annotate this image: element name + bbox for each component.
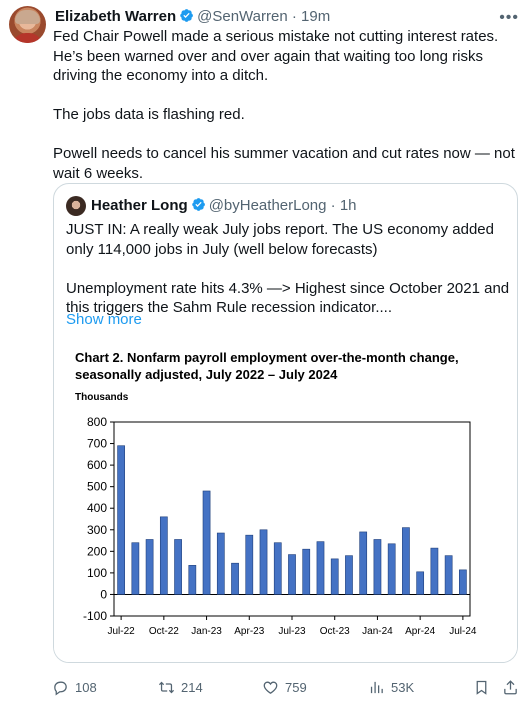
y-tick-label: 700 xyxy=(86,436,107,451)
bar-Oct-23 xyxy=(331,559,338,595)
tweet-paragraph: Powell needs to cancel his summer vacation and cut rates now — not wait 6 weeks. xyxy=(53,145,515,182)
action-bar xyxy=(0,676,531,698)
reply-icon xyxy=(52,679,69,696)
repost-button[interactable] xyxy=(158,676,203,698)
bar-Jan-24 xyxy=(374,539,381,594)
y-tick-label: 300 xyxy=(86,522,107,537)
verified-badge-icon xyxy=(191,197,206,212)
show-more-link[interactable]: Show more xyxy=(66,311,142,328)
x-tick-label: Jan-23 xyxy=(191,626,222,637)
bar-Jun-24 xyxy=(445,556,452,595)
quote-author-handle[interactable]: @byHeatherLong xyxy=(208,197,327,214)
bar-Sep-23 xyxy=(317,542,324,595)
share-button[interactable] xyxy=(502,676,519,698)
bar-Nov-22 xyxy=(175,539,182,594)
views-button[interactable] xyxy=(368,676,414,698)
x-tick-label: Jul-22 xyxy=(107,626,135,637)
x-tick-label: Jan-24 xyxy=(362,626,393,637)
bar-Jul-22 xyxy=(118,446,125,595)
verified-badge-icon xyxy=(179,8,194,23)
x-tick-label: Oct-23 xyxy=(319,626,350,637)
heart-icon xyxy=(262,679,279,696)
x-tick-label: Apr-23 xyxy=(234,626,265,637)
bar-Sep-22 xyxy=(146,539,153,594)
x-tick-label: Jul-24 xyxy=(449,626,477,637)
tweet-paragraph: Fed Chair Powell made a serious mistake not cutting interest rates. He’s been warned over and over again that waiting too long risks driving the economy into a ditch. xyxy=(53,28,499,84)
share-icon xyxy=(502,679,519,696)
author-avatar[interactable] xyxy=(9,6,46,43)
tweet-text xyxy=(53,27,518,183)
quote-paragraph: Unemployment rate hits 4.3% —> Highest since October 2021 and this triggers the Sahm Rule recession indicator.... xyxy=(66,279,510,316)
more-options-icon[interactable]: ••• xyxy=(499,9,519,26)
timestamp[interactable]: 19m xyxy=(301,8,331,25)
y-tick-label: 0 xyxy=(100,587,107,602)
y-tick-label: 800 xyxy=(86,415,107,429)
bar-Mar-24 xyxy=(402,528,409,595)
bar-Dec-22 xyxy=(189,565,196,594)
bar-Aug-23 xyxy=(303,549,310,594)
quote-header xyxy=(91,196,357,216)
like-count: 759 xyxy=(285,679,307,695)
plot-area xyxy=(83,415,477,637)
chart-title-line1: Chart 2. Nonfarm payroll employment over-the-month change, xyxy=(75,350,459,365)
reply-button[interactable] xyxy=(52,676,97,698)
y-tick-label: -100 xyxy=(82,609,107,623)
chart-y-axis-label: Thousands xyxy=(75,392,129,403)
bar-May-24 xyxy=(431,548,438,594)
y-tick-label: 100 xyxy=(86,565,107,580)
repost-count: 214 xyxy=(181,679,203,695)
separator-dot: · xyxy=(326,197,340,214)
chart-image[interactable] xyxy=(54,334,517,662)
views-icon xyxy=(368,679,385,696)
bookmark-icon xyxy=(473,679,490,696)
bar-chart xyxy=(54,334,517,662)
y-tick-label: 200 xyxy=(86,544,107,559)
author-name[interactable]: Elizabeth Warren xyxy=(55,8,177,25)
views-count: 53K xyxy=(391,679,415,695)
separator-dot: · xyxy=(287,8,302,25)
bar-Mar-23 xyxy=(231,563,238,594)
bar-Apr-23 xyxy=(246,535,253,594)
quote-paragraph: JUST IN: A really weak July jobs report. The US economy added only 114,000 jobs in July (well below forecasts) xyxy=(66,221,494,258)
y-tick-label: 400 xyxy=(86,501,107,516)
quote-author-name[interactable]: Heather Long xyxy=(91,197,188,214)
bar-Feb-24 xyxy=(388,544,395,595)
bar-Jul-24 xyxy=(459,570,466,595)
tweet-header xyxy=(55,7,330,27)
bar-Nov-23 xyxy=(345,556,352,595)
reply-count: 108 xyxy=(75,679,97,695)
tweet-paragraph: The jobs data is flashing red. xyxy=(53,106,245,123)
bar-Dec-23 xyxy=(360,532,367,595)
x-tick-label: Oct-22 xyxy=(148,626,179,637)
chart-title-line2: seasonally adjusted, July 2022 – July 2024 xyxy=(75,367,338,382)
like-button[interactable] xyxy=(262,676,307,698)
bar-Jun-23 xyxy=(274,543,281,595)
y-tick-label: 500 xyxy=(86,479,107,494)
author-handle[interactable]: @SenWarren xyxy=(197,8,288,25)
bar-Aug-22 xyxy=(132,543,139,595)
y-tick-label: 600 xyxy=(86,458,107,473)
bar-Apr-24 xyxy=(417,572,424,595)
quote-author-avatar[interactable] xyxy=(66,196,86,216)
bar-Oct-22 xyxy=(160,517,167,595)
bar-Jan-23 xyxy=(203,491,210,594)
x-tick-label: Apr-24 xyxy=(405,626,436,637)
quoted-tweet[interactable] xyxy=(53,183,518,663)
bar-Feb-23 xyxy=(217,533,224,594)
bar-May-23 xyxy=(260,530,267,595)
bar-Jul-23 xyxy=(288,555,295,595)
repost-icon xyxy=(158,679,175,696)
bookmark-button[interactable] xyxy=(473,676,490,698)
quote-timestamp[interactable]: 1h xyxy=(339,197,357,214)
x-tick-label: Jul-23 xyxy=(278,626,306,637)
